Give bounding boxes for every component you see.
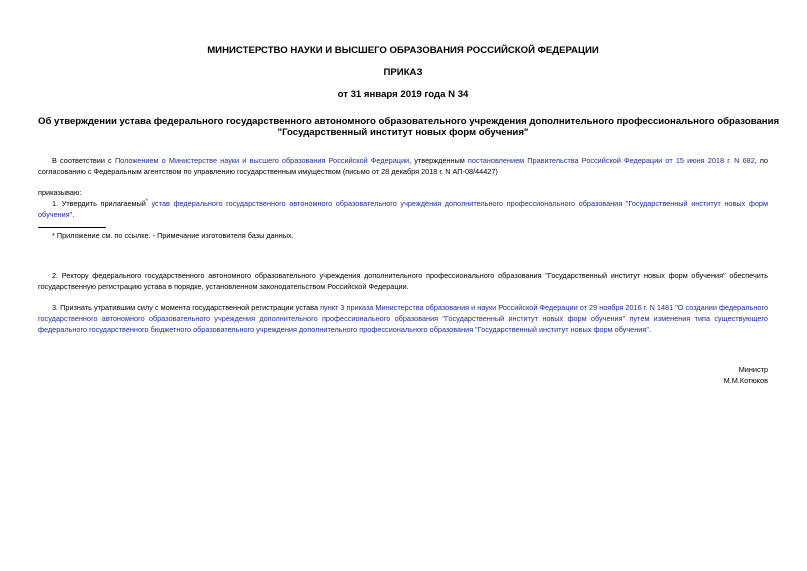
preamble-text-3: , по согласованию с Федеральным агентством по управлению государственным имуществом (письмо от 28 декабря 2018 г. N АП-08/44427) [38, 156, 768, 176]
footnote-marker: * [145, 198, 148, 205]
order-title-line-2: "Государственный институт новых форм обучения" [277, 127, 529, 138]
ministry-heading: МИНИСТЕРСТВО НАУКИ И ВЫСШЕГО ОБРАЗОВАНИЯ РОССИЙСКОЙ ФЕДЕРАЦИИ [207, 45, 599, 56]
order-title-line-1: Об утверждении устава федерального государственного автономного образовательного учреждения дополнительного профессионального образования [38, 116, 780, 127]
document-page [38, 0, 780, 571]
signature-name: М.М.Котюков [723, 376, 768, 385]
repealed-order-link[interactable]: пункт 3 приказа Министерства образования и науки Российской Федерации от 29 ноября 2016 г. N 1481 "О создании федерального государственного автономного образовательного учреждения дополнительного профессионального образования "Государственный институт новых форм обучения" путем изменения типа существующего федерального государственного бюджетного образовательного учреждения дополнительного профессионального образования "Государственный институт новых форм обучения" [38, 303, 769, 334]
item-1-paragraph [38, 198, 768, 220]
footnote-divider [38, 227, 106, 228]
preamble-paragraph [38, 155, 768, 177]
footnote-text: * Приложение см. по ссылке. - Примечание изготовителя базы данных. [52, 231, 294, 240]
government-decree-link[interactable]: постановлением Правительства Российской Федерации от 15 июня 2018 г. N 682 [467, 156, 755, 165]
doc-type-heading: ПРИКАЗ [383, 67, 423, 78]
item-3-text: 3. Признать утратившим силу с момента государственной регистрации устава [52, 303, 321, 312]
item-3-end: . [648, 325, 651, 334]
preamble-text-2: , утвержденным [409, 156, 468, 165]
signature-position: Министр [738, 365, 768, 374]
preamble-text-1: В соответствии с [52, 156, 115, 165]
item-2-paragraph: 2. Ректору федерального государственного автономного образовательного учреждения дополнительного профессионального образования "Государственный институт новых форм обучения" обеспечить государственную регистрацию устава в порядке, установленном законодательством Российской Федерации. [38, 271, 768, 291]
date-number-heading: от 31 января 2019 года N 34 [337, 89, 469, 100]
item-1-text: 1. Утвердить прилагаемый [52, 199, 146, 208]
item-1-end: . [72, 210, 75, 219]
regulation-link[interactable]: Положением о Министерстве науки и высшего образования Российской Федерации [114, 156, 410, 165]
charter-link[interactable]: устав федерального государственного автономного образовательного учреждения дополнительного профессионального образования "Государственный институт новых форм обучения" [38, 199, 769, 219]
item-3-paragraph [38, 302, 768, 335]
order-word: приказываю: [38, 188, 82, 197]
